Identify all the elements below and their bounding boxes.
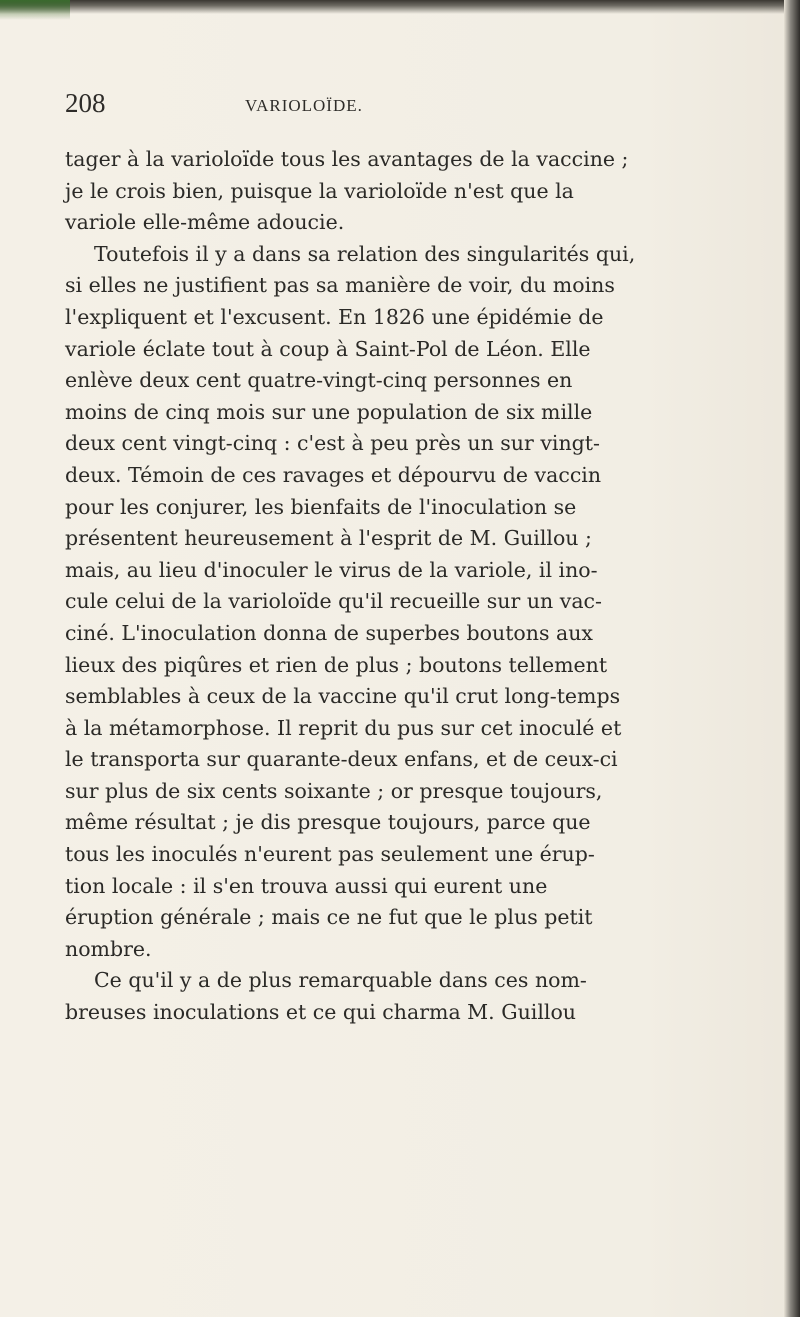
page-top-corner bbox=[0, 0, 70, 20]
text-line: à la métamorphose. Il reprit du pus sur cet inoculé et bbox=[65, 715, 622, 740]
page-top-edge bbox=[0, 0, 800, 14]
body-text bbox=[65, 144, 777, 1029]
text-line: cule celui de la varioloïde qu'il recueille sur un vac- bbox=[65, 589, 602, 614]
text-line: ciné. L'inoculation donna de superbes boutons aux bbox=[65, 620, 593, 645]
binding-gutter bbox=[784, 0, 800, 1317]
text-line: enlève deux cent quatre-vingt-cinq personnes en bbox=[65, 368, 573, 393]
text-line: moins de cinq mois sur une population de six mille bbox=[65, 399, 593, 424]
running-head bbox=[65, 88, 777, 128]
text-line: pour les conjurer, les bienfaits de l'inoculation se bbox=[65, 494, 577, 519]
page-number: 208 bbox=[65, 88, 106, 118]
text-line: deux cent vingt-cinq : c'est à peu près un sur vingt- bbox=[65, 431, 600, 456]
text-line: éruption générale ; mais ce ne fut que le plus petit bbox=[65, 905, 593, 930]
text-line: présentent heureusement à l'esprit de M. Guillou ; bbox=[65, 526, 592, 551]
text-line: breuses inoculations et ce qui charma M. Guillou bbox=[65, 1000, 576, 1025]
text-line: mais, au lieu d'inoculer le virus de la variole, il ino- bbox=[65, 557, 598, 582]
paragraph-start-line: Ce qu'il y a de plus remarquable dans ces nom- bbox=[94, 968, 587, 993]
text-line: l'expliquent et l'excusent. En 1826 une épidémie de bbox=[65, 304, 604, 329]
text-line: nombre. bbox=[65, 936, 152, 961]
text-line: si elles ne justifient pas sa manière de voir, du moins bbox=[65, 273, 615, 298]
text-line: semblables à ceux de la vaccine qu'il crut long-temps bbox=[65, 684, 621, 709]
running-title: VARIOLOÏDE. bbox=[245, 96, 363, 115]
text-line: le transporta sur quarante-deux enfans, et de ceux-ci bbox=[65, 747, 618, 772]
text-line: tion locale : il s'en trouva aussi qui eurent une bbox=[65, 873, 548, 898]
paragraph-start-line: Toutefois il y a dans sa relation des singularités qui, bbox=[94, 241, 636, 266]
text-line: tager à la varioloïde tous les avantages de la vaccine ; bbox=[65, 147, 629, 171]
text-block bbox=[65, 88, 777, 1029]
text-line: sur plus de six cents soixante ; or presque toujours, bbox=[65, 778, 603, 803]
text-line: je le crois bien, puisque la varioloïde n'est que la bbox=[65, 178, 574, 203]
text-line: deux. Témoin de ces ravages et dépourvu de vaccin bbox=[65, 462, 602, 487]
text-line: même résultat ; je dis presque toujours, parce que bbox=[65, 810, 591, 835]
text-line: tous les inoculés n'eurent pas seulement une érup- bbox=[65, 842, 595, 867]
text-line: variole éclate tout à coup à Saint-Pol de Léon. Elle bbox=[65, 336, 591, 361]
text-line: variole elle-même adoucie. bbox=[65, 210, 345, 235]
text-line: lieux des piqûres et rien de plus ; boutons tellement bbox=[65, 652, 608, 677]
